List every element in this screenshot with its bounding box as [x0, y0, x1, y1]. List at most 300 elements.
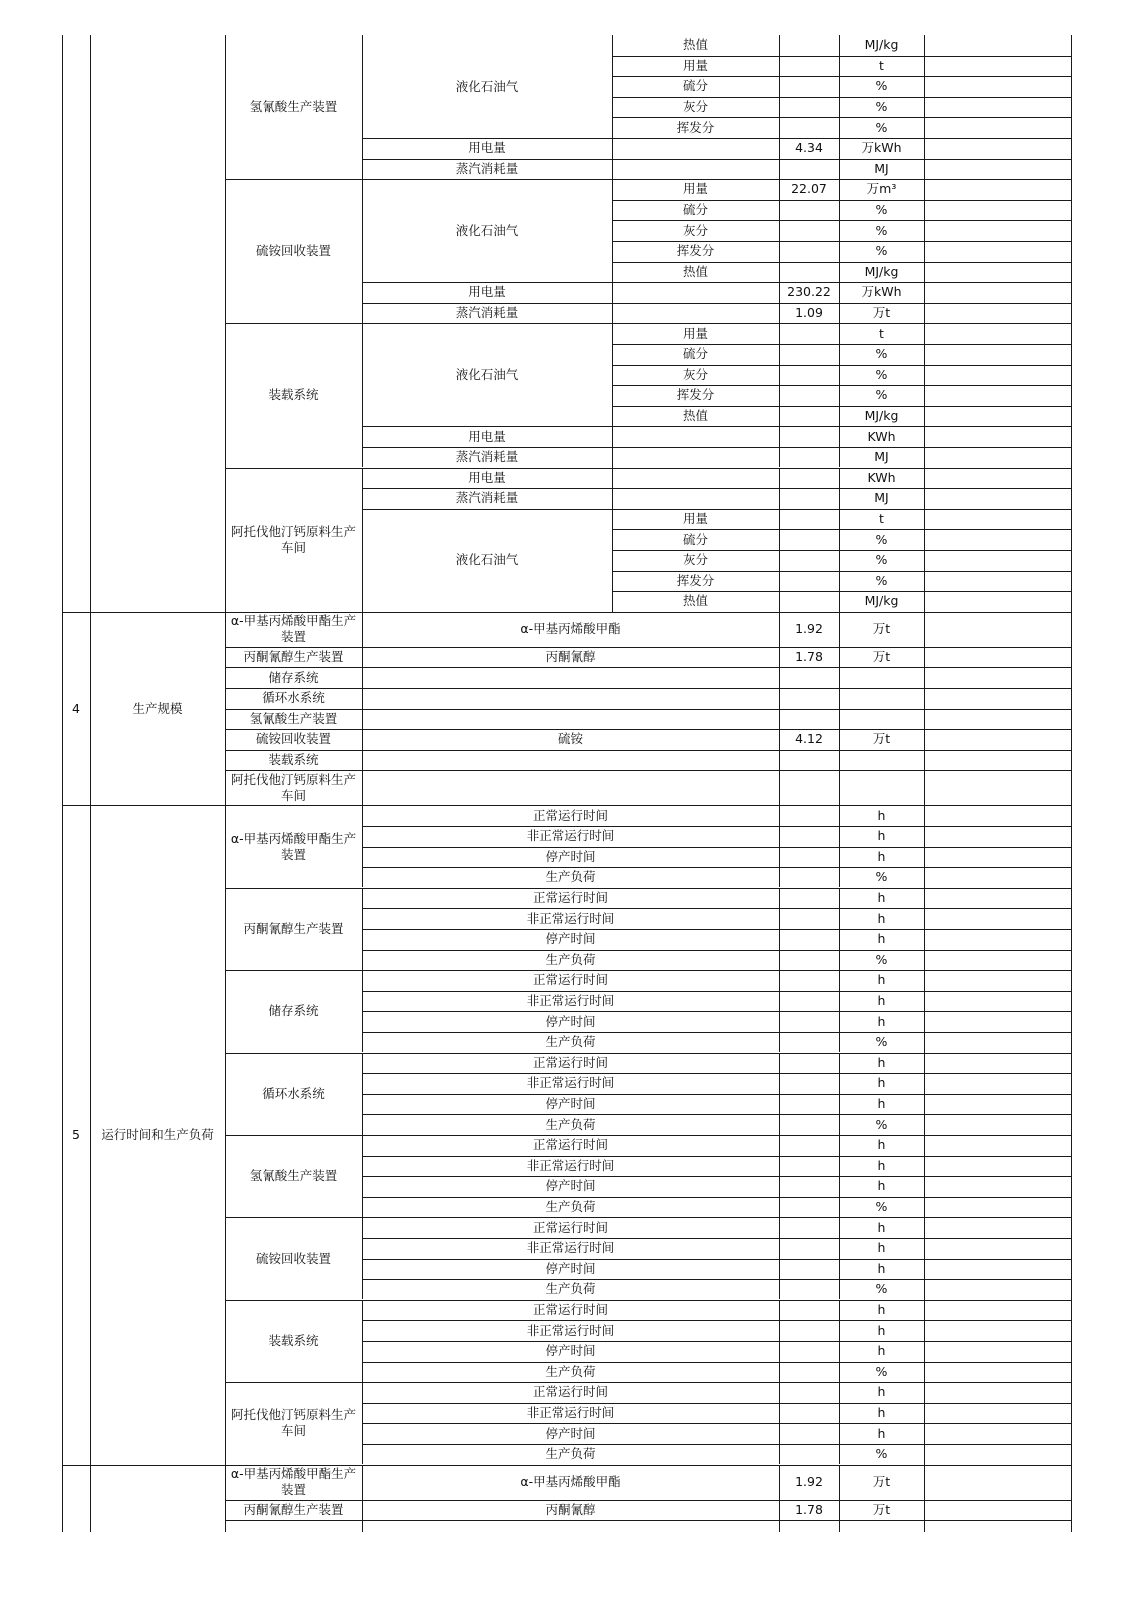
- value-cell: [779, 550, 839, 571]
- unit-cell: h: [877, 807, 886, 823]
- sub-item-name: 热值: [682, 37, 708, 53]
- value-cell: [779, 908, 839, 929]
- grid-line-v: [779, 729, 780, 750]
- grid-line-v: [839, 1520, 840, 1532]
- unit-cell: %: [875, 1199, 888, 1215]
- value-cell: 1.78: [795, 1501, 823, 1517]
- unit-cell: %: [875, 531, 888, 547]
- grid-line-v: [362, 1382, 363, 1464]
- grid-line-v: [612, 488, 613, 509]
- sub-item-name: 灰分: [682, 99, 708, 115]
- value-cell: [779, 1382, 839, 1403]
- value-cell: [779, 56, 839, 77]
- unit-cell: h: [877, 1240, 886, 1256]
- item-name: 正常运行时间: [532, 1137, 608, 1153]
- unit-name: 硫铵回收装置: [255, 731, 331, 747]
- grid-line-v: [612, 468, 613, 489]
- grid-line-v: [839, 729, 840, 750]
- unit-cell: h: [877, 1219, 886, 1235]
- unit-cell: 万kWh: [861, 140, 902, 156]
- unit-cell: h: [877, 1178, 886, 1194]
- sub-item-name: 挥发分: [676, 572, 715, 588]
- value-cell: [779, 1094, 839, 1115]
- grid-line-v: [612, 509, 613, 612]
- grid-line-v: [839, 1300, 840, 1382]
- value-cell: [779, 709, 839, 730]
- value-cell: 4.34: [795, 140, 823, 156]
- value-cell: [779, 688, 839, 709]
- unit-cell: 万t: [872, 1474, 891, 1490]
- grid-line-v: [779, 688, 780, 709]
- unit-cell: 万kWh: [861, 284, 902, 300]
- grid-line-v: [362, 805, 363, 887]
- item-name: 生产负荷: [545, 1363, 596, 1379]
- item-name: 蒸汽消耗量: [455, 449, 519, 465]
- unit-name: 装载系统: [268, 752, 319, 768]
- value-cell: [779, 571, 839, 592]
- value-cell: [779, 888, 839, 909]
- sub-item-name: 挥发分: [676, 243, 715, 259]
- grid-line-v: [779, 1217, 780, 1299]
- unit-border: [225, 1520, 1072, 1521]
- item-name: 生产负荷: [545, 1199, 596, 1215]
- unit-cell: %: [875, 387, 888, 403]
- unit-cell: KWh: [867, 428, 896, 444]
- value-cell: [779, 750, 839, 771]
- grid-line-v: [839, 1053, 840, 1135]
- grid-line-v: [612, 35, 613, 138]
- grid-line-v: [362, 688, 363, 709]
- item-name: 非正常运行时间: [526, 1240, 615, 1256]
- grid-line-v: [362, 1053, 363, 1135]
- item-name: 生产负荷: [545, 869, 596, 885]
- value-cell: [779, 447, 839, 468]
- unit-cell: [839, 750, 924, 771]
- section-number: 4: [72, 700, 80, 716]
- grid-line-v: [779, 1300, 780, 1382]
- value-cell: [779, 488, 839, 509]
- item-name: 非正常运行时间: [526, 993, 615, 1009]
- grid-line-v: [779, 770, 780, 805]
- grid-line-v: [362, 729, 363, 750]
- sub-item-name: 热值: [682, 408, 708, 424]
- grid-line-v: [612, 138, 613, 159]
- grid-line-v: [779, 1135, 780, 1217]
- grid-line-v: [362, 1217, 363, 1299]
- unit-cell: %: [875, 78, 888, 94]
- value-cell: [779, 159, 839, 180]
- unit-name: 储存系统: [268, 1003, 319, 1019]
- grid-line-v: [839, 667, 840, 688]
- unit-name: α-甲基丙烯酸甲酯生产 装置: [230, 830, 357, 862]
- grid-line-v: [779, 1465, 780, 1500]
- item-name: 正常运行时间: [532, 890, 608, 906]
- unit-name: 循环水系统: [262, 1085, 325, 1101]
- sub-item-name: 灰分: [682, 552, 708, 568]
- value-cell: [779, 220, 839, 241]
- grid-line-v: [839, 612, 840, 647]
- unit-cell: MJ: [874, 160, 889, 176]
- unit-cell: t: [879, 511, 884, 527]
- value-cell: [779, 591, 839, 612]
- item-name: 停产时间: [545, 1013, 596, 1029]
- section-category: 运行时间和生产负荷: [101, 1126, 214, 1142]
- value-cell: [779, 929, 839, 950]
- value-cell: [779, 1362, 839, 1383]
- grid-line-v: [362, 1520, 363, 1532]
- item-name: 正常运行时间: [532, 972, 608, 988]
- grid-line-v: [779, 970, 780, 1052]
- product-name: [362, 770, 779, 805]
- unit-cell: %: [875, 869, 888, 885]
- value-cell: 22.07: [791, 181, 827, 197]
- grid-line-v: [839, 805, 840, 887]
- unit-cell: %: [875, 119, 888, 135]
- unit-cell: h: [877, 828, 886, 844]
- value-cell: [779, 1217, 839, 1238]
- unit-cell: %: [875, 1363, 888, 1379]
- value-cell: [779, 1176, 839, 1197]
- value-cell: [779, 1320, 839, 1341]
- unit-cell: h: [877, 1384, 886, 1400]
- product-name: 硫铵: [557, 731, 583, 747]
- sub-item-name: 热值: [682, 593, 708, 609]
- unit-cell: 万t: [872, 1501, 891, 1517]
- product-name: α-甲基丙烯酸甲酯: [520, 1474, 621, 1490]
- unit-cell: %: [875, 366, 888, 382]
- value-cell: [779, 529, 839, 550]
- product-name: α-甲基丙烯酸甲酯: [520, 621, 621, 637]
- unit-cell: KWh: [867, 469, 896, 485]
- item-name: 非正常运行时间: [526, 1405, 615, 1421]
- grid-line-v: [362, 179, 363, 323]
- unit-cell: %: [875, 951, 888, 967]
- item-name: 生产负荷: [545, 1034, 596, 1050]
- unit-cell: [839, 709, 924, 730]
- value-cell: [779, 970, 839, 991]
- unit-cell: %: [875, 99, 888, 115]
- item-name: 液化石油气: [455, 552, 519, 568]
- unit-name: 丙酮氰醇生产装置: [243, 649, 344, 665]
- unit-cell: h: [877, 1137, 886, 1153]
- item-name: 非正常运行时间: [526, 1157, 615, 1173]
- value-cell: [779, 847, 839, 868]
- grid-line-v: [779, 750, 780, 771]
- unit-name: α-甲基丙烯酸甲酯生产 装置: [230, 613, 357, 645]
- grid-line-v: [839, 647, 840, 668]
- item-name: 正常运行时间: [532, 1384, 608, 1400]
- value-cell: [779, 667, 839, 688]
- item-name: 液化石油气: [455, 78, 519, 94]
- unit-cell: h: [877, 1302, 886, 1318]
- grid-line-v: [839, 468, 840, 612]
- grid-line-v: [839, 888, 840, 970]
- grid-line-v: [779, 612, 780, 647]
- item-name: 生产负荷: [545, 951, 596, 967]
- value-cell: 1.78: [795, 649, 823, 665]
- grid-line-v: [839, 179, 840, 323]
- grid-line-v: [362, 770, 363, 805]
- grid-line-v: [362, 323, 363, 467]
- sub-item-name: 灰分: [682, 222, 708, 238]
- item-name: 停产时间: [545, 931, 596, 947]
- item-name: 用电量: [468, 469, 506, 485]
- item-name: 停产时间: [545, 1096, 596, 1112]
- product-name: [362, 709, 779, 730]
- grid-line-v: [839, 1382, 840, 1464]
- value-cell: [779, 200, 839, 221]
- product-name: [362, 667, 779, 688]
- product-name: 丙酮氰醇: [545, 1501, 596, 1517]
- unit-cell: h: [877, 1157, 886, 1173]
- grid-line-v: [779, 1500, 780, 1521]
- unit-cell: h: [877, 848, 886, 864]
- grid-line-v: [612, 426, 613, 447]
- unit-name: 氢氰酸生产装置: [249, 99, 338, 115]
- value-cell: [779, 1032, 839, 1053]
- value-cell: [779, 406, 839, 427]
- sub-item-name: 硫分: [682, 78, 708, 94]
- grid-line-v: [362, 612, 363, 647]
- unit-cell: MJ/kg: [864, 37, 899, 53]
- value-cell: [779, 950, 839, 971]
- value-cell: [779, 805, 839, 826]
- value-cell: [779, 867, 839, 888]
- item-name: 用电量: [468, 284, 506, 300]
- grid-line-v: [779, 179, 780, 323]
- unit-cell: %: [875, 552, 888, 568]
- value-cell: [779, 97, 839, 118]
- product-name: [362, 688, 779, 709]
- item-name: 正常运行时间: [532, 1054, 608, 1070]
- item-name: 停产时间: [545, 1343, 596, 1359]
- grid-line-v: [362, 1500, 363, 1521]
- grid-line-v: [612, 447, 613, 468]
- unit-cell: h: [877, 1075, 886, 1091]
- unit-cell: %: [875, 572, 888, 588]
- unit-cell: h: [877, 1425, 886, 1441]
- value-cell: 1.92: [795, 1474, 823, 1490]
- value-cell: [779, 1073, 839, 1094]
- unit-cell: h: [877, 931, 886, 947]
- value-cell: [779, 117, 839, 138]
- grid-line-v: [839, 323, 840, 467]
- section-category: 生产规模: [132, 700, 183, 716]
- unit-cell: %: [875, 1116, 888, 1132]
- unit-cell: h: [877, 1013, 886, 1029]
- unit-name: 阿托伐他汀钙原料生产 车间: [230, 523, 356, 555]
- value-cell: [779, 468, 839, 489]
- grid-line-v: [839, 750, 840, 771]
- grid-line-v: [612, 323, 613, 426]
- value-cell: [779, 509, 839, 530]
- product-name: [362, 750, 779, 771]
- grid-line-v: [839, 1465, 840, 1500]
- unit-cell: MJ/kg: [864, 263, 899, 279]
- item-name: 非正常运行时间: [526, 828, 615, 844]
- grid-line-v: [362, 468, 363, 612]
- item-name: 非正常运行时间: [526, 1075, 615, 1091]
- grid-line-v: [612, 282, 613, 303]
- grid-line-v: [839, 970, 840, 1052]
- unit-name: 阿托伐他汀钙原料生产 车间: [230, 1407, 356, 1439]
- value-cell: [779, 344, 839, 365]
- value-cell: [779, 323, 839, 344]
- grid-line-v: [362, 1300, 363, 1382]
- sub-item-name: 用量: [682, 325, 708, 341]
- unit-name: 氢氰酸生产装置: [249, 1168, 338, 1184]
- grid-line-v: [779, 323, 780, 467]
- unit-cell: %: [875, 1281, 888, 1297]
- grid-line-v: [779, 888, 780, 970]
- value-cell: [779, 1238, 839, 1259]
- value-cell: [779, 1011, 839, 1032]
- unit-cell: %: [875, 1446, 888, 1462]
- unit-cell: 万t: [872, 305, 891, 321]
- unit-cell: h: [877, 1405, 886, 1421]
- unit-name: α-甲基丙烯酸甲酯生产 装置: [230, 1466, 357, 1498]
- grid-line-v: [612, 179, 613, 282]
- unit-name: 硫铵回收装置: [255, 1250, 331, 1266]
- value-cell: [779, 1279, 839, 1300]
- item-name: 用电量: [468, 140, 506, 156]
- grid-line-v: [362, 888, 363, 970]
- product-name: 丙酮氰醇: [545, 649, 596, 665]
- unit-name: 装载系统: [268, 387, 319, 403]
- value-cell: 230.22: [787, 284, 831, 300]
- grid-line-v: [612, 159, 613, 180]
- value-cell: [779, 1259, 839, 1280]
- sub-item-name: 硫分: [682, 346, 708, 362]
- grid-line-v: [779, 805, 780, 887]
- grid-line-v: [779, 647, 780, 668]
- unit-name: 硫铵回收装置: [255, 243, 331, 259]
- sub-item-name: 硫分: [682, 202, 708, 218]
- item-name: 正常运行时间: [532, 807, 608, 823]
- unit-name: 装载系统: [268, 1332, 319, 1348]
- item-name: 正常运行时间: [532, 1219, 608, 1235]
- sub-item-name: 挥发分: [676, 119, 715, 135]
- unit-cell: h: [877, 890, 886, 906]
- unit-cell: [839, 688, 924, 709]
- unit-name: 储存系统: [268, 669, 319, 685]
- unit-cell: [839, 770, 924, 805]
- unit-cell: h: [877, 1096, 886, 1112]
- grid-line-v: [839, 1500, 840, 1521]
- grid-line-v: [779, 709, 780, 730]
- value-cell: [779, 1341, 839, 1362]
- unit-cell: h: [877, 910, 886, 926]
- grid-line-v: [779, 667, 780, 688]
- value-cell: [779, 262, 839, 283]
- item-name: 非正常运行时间: [526, 1322, 615, 1338]
- unit-name: 阿托伐他汀钙原料生产 车间: [230, 771, 356, 803]
- value-cell: [779, 1300, 839, 1321]
- unit-cell: h: [877, 972, 886, 988]
- value-cell: [779, 1156, 839, 1177]
- unit-name: 循环水系统: [262, 690, 325, 706]
- value-cell: [779, 826, 839, 847]
- unit-cell: t: [879, 57, 884, 73]
- item-name: 生产负荷: [545, 1281, 596, 1297]
- grid-line-v: [362, 1465, 363, 1500]
- value-cell: 1.09: [795, 305, 823, 321]
- value-cell: 1.92: [795, 621, 823, 637]
- value-cell: [779, 1403, 839, 1424]
- grid-line-v: [362, 709, 363, 730]
- grid-line-v: [779, 1382, 780, 1464]
- sub-item-name: 硫分: [682, 531, 708, 547]
- unit-cell: MJ: [874, 490, 889, 506]
- unit-cell: h: [877, 1322, 886, 1338]
- sub-item-name: 灰分: [682, 366, 708, 382]
- item-name: 蒸汽消耗量: [455, 160, 519, 176]
- grid-line-v: [362, 970, 363, 1052]
- value-cell: [779, 1423, 839, 1444]
- item-name: 液化石油气: [455, 366, 519, 382]
- grid-line-v: [779, 1520, 780, 1532]
- grid-line-v: [839, 35, 840, 179]
- unit-cell: t: [879, 325, 884, 341]
- unit-cell: 万t: [872, 649, 891, 665]
- unit-cell: [839, 667, 924, 688]
- unit-cell: %: [875, 1034, 888, 1050]
- unit-name: 丙酮氰醇生产装置: [243, 920, 344, 936]
- value-cell: [779, 1444, 839, 1465]
- unit-cell: MJ: [874, 449, 889, 465]
- unit-cell: h: [877, 1054, 886, 1070]
- value-cell: [779, 1135, 839, 1156]
- value-cell: [779, 1114, 839, 1135]
- value-cell: [779, 365, 839, 386]
- sub-item-name: 用量: [682, 57, 708, 73]
- sub-item-name: 用量: [682, 511, 708, 527]
- grid-line-v: [362, 750, 363, 771]
- grid-line-v: [779, 35, 780, 179]
- grid-line-v: [362, 667, 363, 688]
- grid-line-v: [779, 468, 780, 612]
- value-cell: [779, 76, 839, 97]
- value-cell: [779, 991, 839, 1012]
- unit-cell: h: [877, 1343, 886, 1359]
- item-name: 生产负荷: [545, 1116, 596, 1132]
- item-name: 停产时间: [545, 1425, 596, 1441]
- unit-cell: MJ/kg: [864, 593, 899, 609]
- item-name: 正常运行时间: [532, 1302, 608, 1318]
- item-name: 非正常运行时间: [526, 910, 615, 926]
- grid-line-v: [362, 1135, 363, 1217]
- grid-line-v: [1071, 35, 1072, 1532]
- grid-line-v: [839, 1217, 840, 1299]
- grid-line-v: [924, 35, 925, 1532]
- grid-line-v: [362, 647, 363, 668]
- value-cell: [779, 1053, 839, 1074]
- sub-item-name: 用量: [682, 181, 708, 197]
- item-name: 停产时间: [545, 1178, 596, 1194]
- unit-cell: 万m³: [866, 181, 897, 197]
- value-cell: [779, 385, 839, 406]
- item-name: 蒸汽消耗量: [455, 490, 519, 506]
- grid-line-v: [839, 709, 840, 730]
- unit-cell: h: [877, 1260, 886, 1276]
- item-name: 用电量: [468, 428, 506, 444]
- unit-cell: %: [875, 202, 888, 218]
- unit-cell: 万t: [872, 621, 891, 637]
- value-cell: [779, 35, 839, 56]
- unit-name: 氢氰酸生产装置: [249, 710, 338, 726]
- grid-line-v: [362, 35, 363, 179]
- item-name: 蒸汽消耗量: [455, 305, 519, 321]
